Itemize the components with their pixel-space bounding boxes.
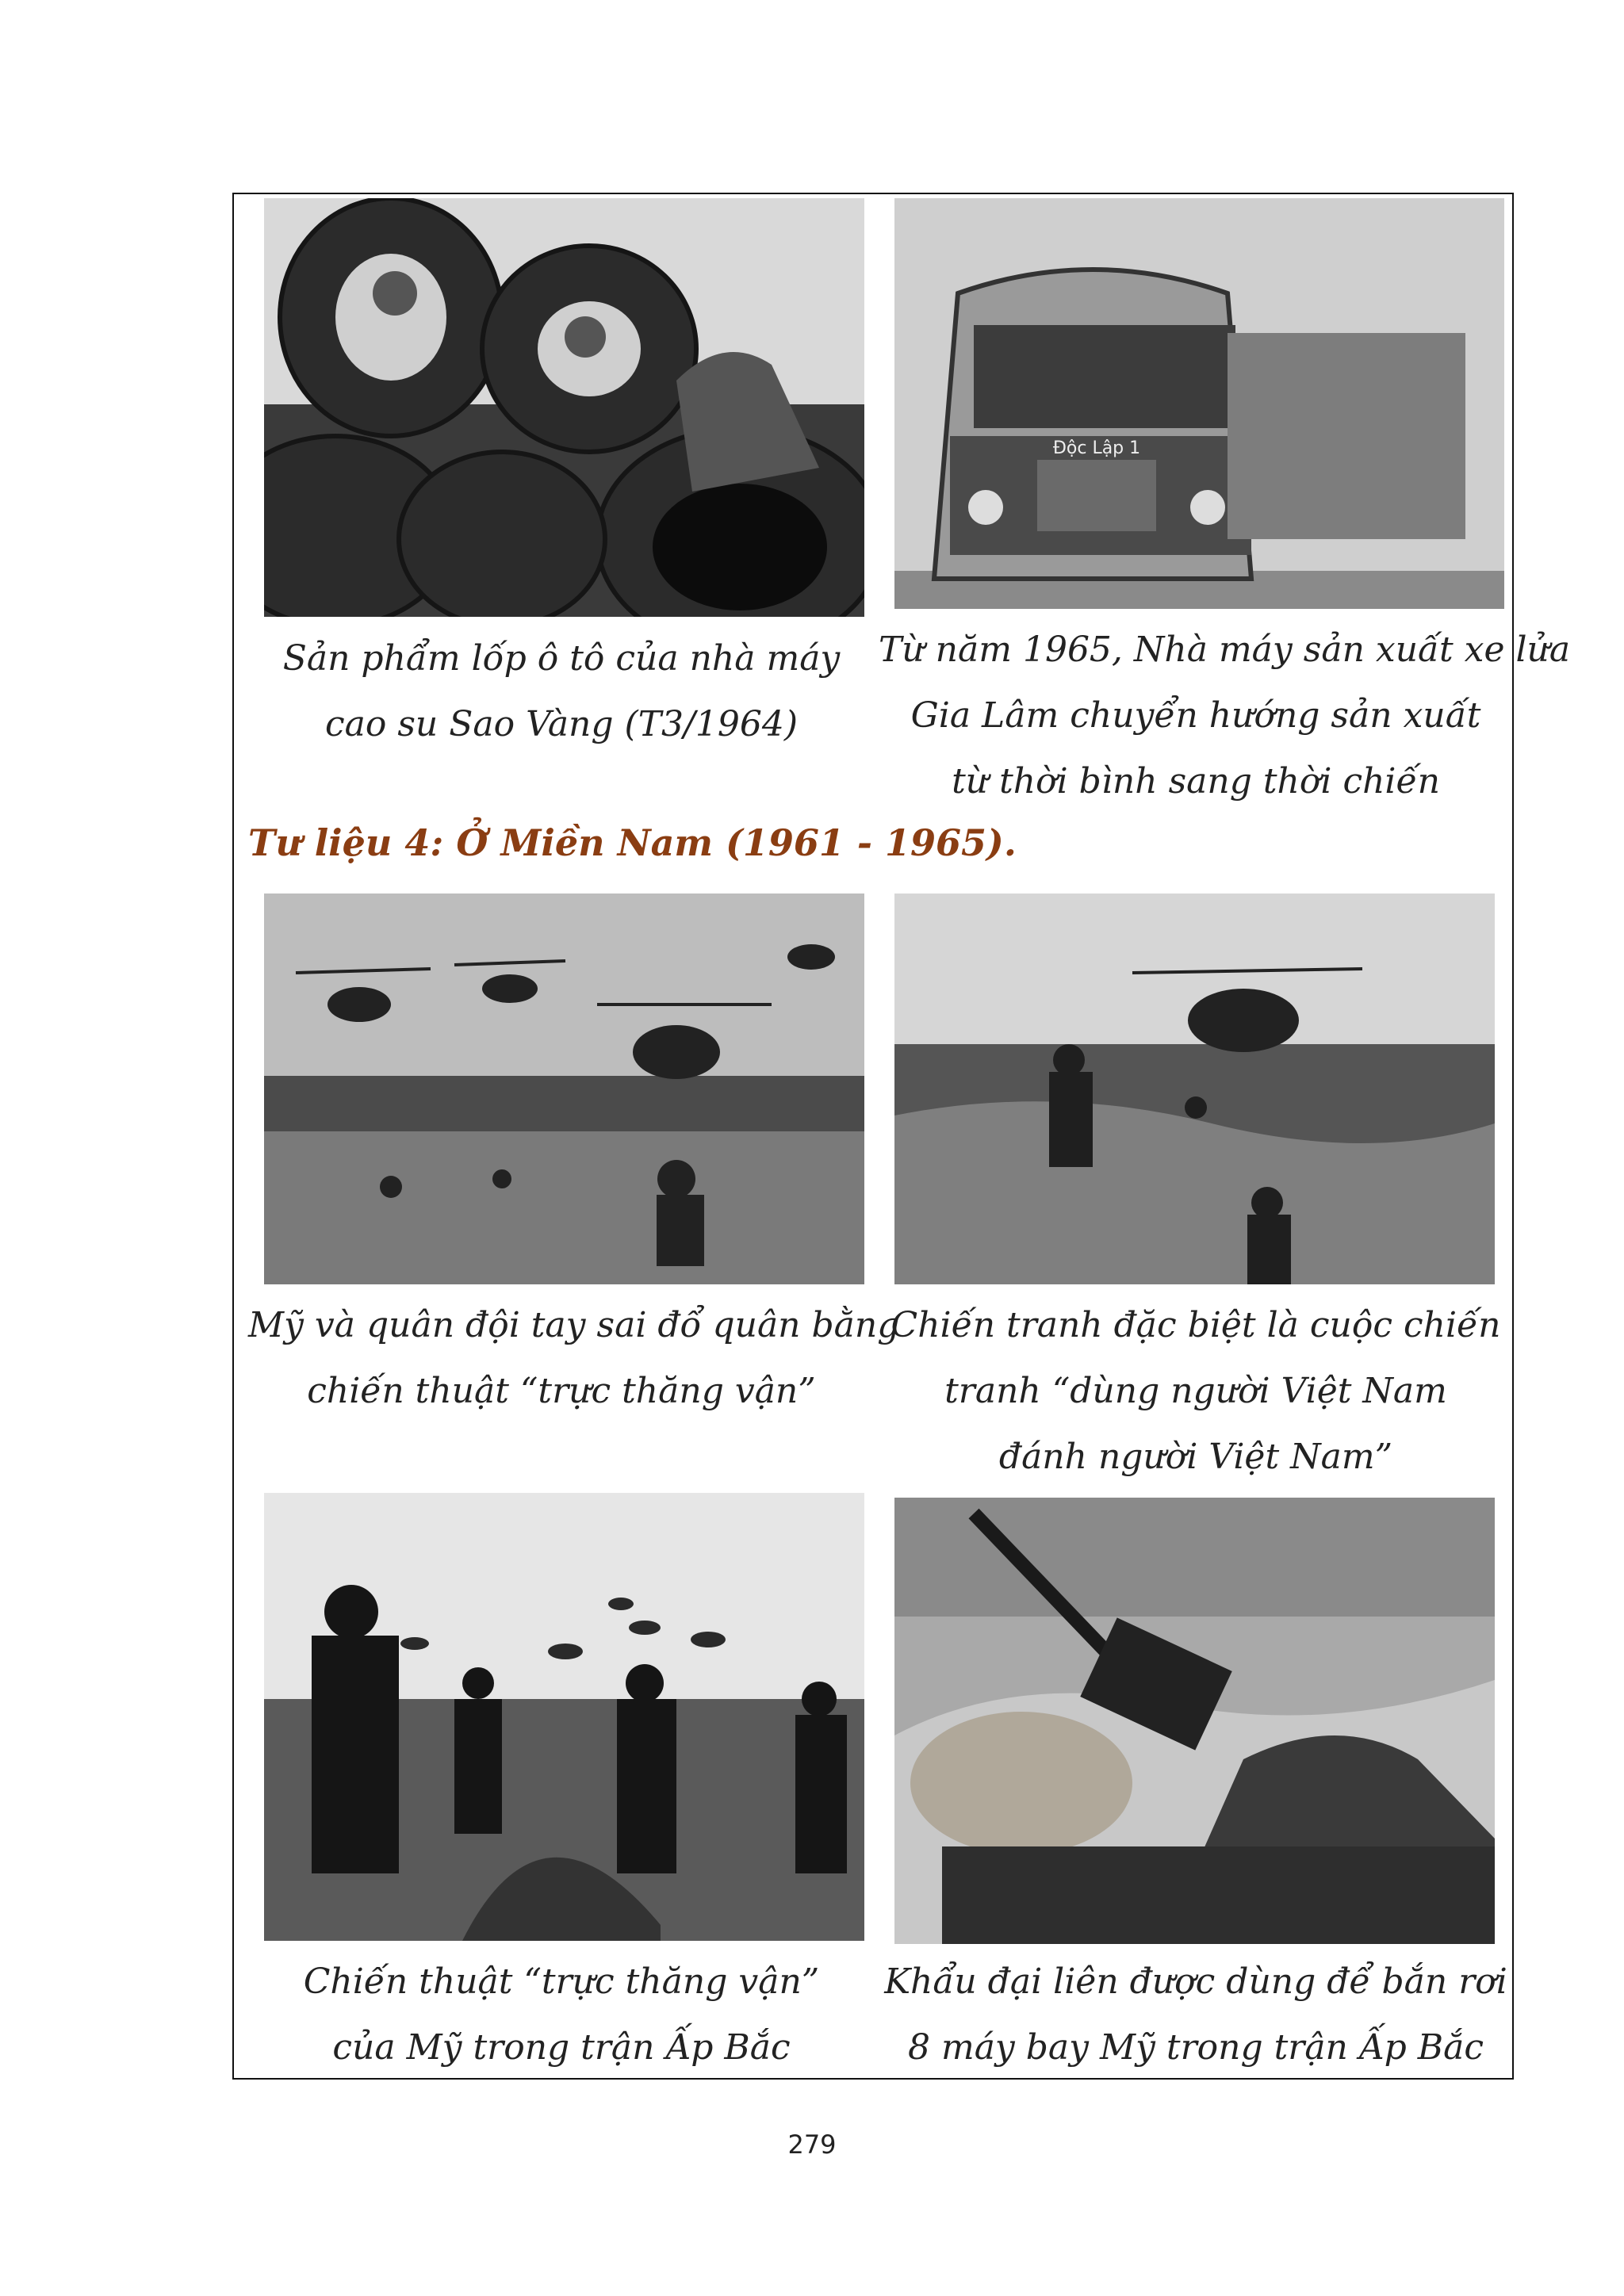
caption-line: chiến thuật “trực thăng vận” [307, 1371, 816, 1411]
caption-line: Mỹ và quân đội tay sai đổ quân bằng [248, 1305, 900, 1345]
caption-line: Từ năm 1965, Nhà máy sản xuất xe lửa [879, 629, 1571, 670]
special-war-photo [894, 894, 1495, 1284]
caption-line: Sản phẩm lốp ô tô của nhà máy [282, 638, 841, 679]
caption-line: từ thời bình sang thời chiến [952, 761, 1440, 802]
machine-gun-caption [879, 1949, 1513, 2080]
caption-line: Chiến tranh đặc biệt là cuộc chiến [891, 1305, 1501, 1345]
caption-line: tranh “dùng người Việt Nam [944, 1371, 1447, 1411]
caption-line: đánh người Việt Nam” [998, 1437, 1393, 1477]
machine-gun-photo [894, 1498, 1495, 1944]
ap-bac-tactic-photo [264, 1493, 864, 1941]
caption-line: Gia Lâm chuyển hướng sản xuất [910, 695, 1481, 736]
train-photo [894, 198, 1504, 609]
tire-factory-caption [248, 626, 875, 757]
train-sign: Độc Lập 1 [1052, 438, 1141, 458]
ap-bac-tactic-caption [248, 1949, 875, 2080]
section-heading: Tư liệu 4: Ở Miền Nam (1961 - 1965). [248, 821, 1017, 864]
page-number: 279 [787, 2130, 837, 2160]
tire-factory-photo [264, 198, 864, 617]
helicopters-photo [264, 894, 864, 1284]
helicopters-caption [248, 1292, 900, 1424]
train-caption [879, 617, 1571, 814]
special-war-caption [879, 1292, 1513, 1490]
caption-line: cao su Sao Vàng (T3/1964) [324, 704, 799, 744]
caption-line: Chiến thuật “trực thăng vận” [303, 1961, 820, 2002]
caption-line: 8 máy bay Mỹ trong trận Ấp Bắc [907, 2027, 1484, 2068]
caption-line: của Mỹ trong trận Ấp Bắc [332, 2027, 791, 2068]
caption-line: Khẩu đại liên được dùng để bắn rơi [884, 1961, 1507, 2002]
